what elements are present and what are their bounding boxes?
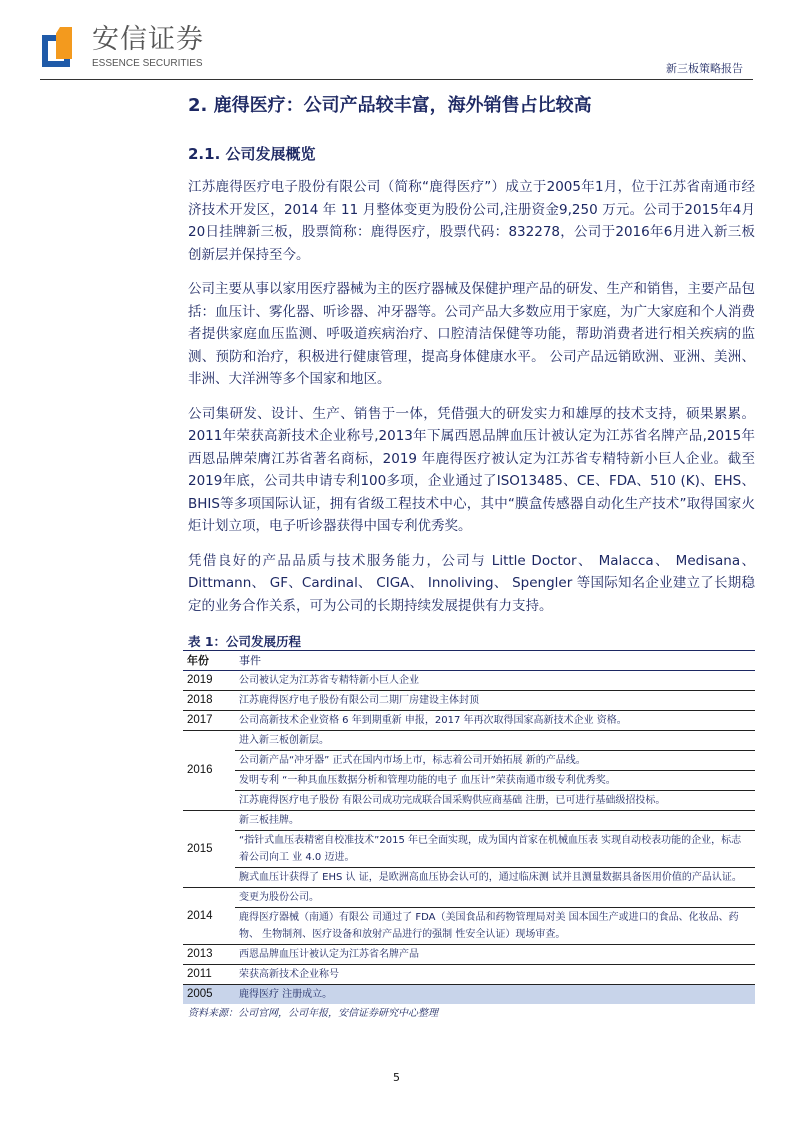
header-divider [40,79,753,80]
essence-logo-icon [42,27,76,67]
event-cell: 发明专利 “一种具血压数据分析和管理功能的电子 血压计”荣获南通市级专利优秀奖。 [235,771,755,791]
year-cell: 2017 [183,711,235,731]
event-cell: 江苏鹿得医疗电子股份有限公司二期厂房建设主体封顶 [235,691,755,711]
table-row [183,811,755,831]
event-cell: 腕式血压计获得了 EHS 认 证，是欧洲高血压协会认可的，通过临床测 试并且测量数据具备医用价值的产品认证。 [235,868,755,888]
page-number: 5 [393,1071,400,1084]
year-cell: 2019 [183,671,235,691]
table-row [183,945,755,965]
event-cell: 公司被认定为江苏省专精特新小巨人企业 [235,671,755,691]
event-cell: 鹿得医疗 注册成立。 [235,985,755,1005]
header-year: 年份 [183,651,235,671]
event-cell: 西恩品牌血压计被认定为江苏省名牌产品 [235,945,755,965]
year-cell: 2015 [183,811,235,888]
table-row [183,711,755,731]
history-table [183,650,755,1004]
table-row [183,671,755,691]
section-title: 2. 鹿得医疗：公司产品较丰富，海外销售占比较高 [188,95,592,116]
table-title: 表 1：公司发展历程 [188,634,302,649]
table-row [183,888,755,908]
event-cell: 江苏鹿得医疗电子股份 有限公司成功完成联合国采购供应商基础 注册，已可进行基础级招投标。 [235,791,755,811]
paragraph: 凭借良好的产品品质与技术服务能力，公司与 Little Doctor、 Malacca、 Medisana、Dittmann、 GF、Cardinal、 CIGA、 Innoliving、 Spengler 等国际知名企业建立了长期稳定的业务合作关系，可为公司的长期持续发展提供有力支持。 [188,552,755,614]
year-cell: 2005 [183,985,235,1005]
event-cell: 变更为股份公司。 [235,888,755,908]
main-content [188,82,755,1021]
table-header-row [183,651,755,671]
event-cell: 公司高新技术企业资格 6 年到期重新 申报，2017 年再次取得国家高新技术企业 资格。 [235,711,755,731]
table-row [183,965,755,985]
year-cell: 2011 [183,965,235,985]
year-cell: 2018 [183,691,235,711]
paragraph: 公司主要从事以家用医疗器械为主的医疗器械及保健护理产品的研发、生产和销售，主要产品包括：血压计、雾化器、听诊器、冲牙器等。公司产品大多数应用于家庭，为广大家庭和个人消费者提供家庭血压监测、呼吸道疾病治疗、口腔清洁保健等功能，帮助消费者进行相关疾病的监测、预防和治疗，积极进行健康管理，提高身体健康水平。 公司产品远销欧洲、亚洲、美洲、非洲、大洋洲等多个国家和地区。 [188,281,755,387]
table-source: 资料来源：公司官网，公司年报，安信证券研究中心整理 [188,1008,438,1019]
paragraph: 江苏鹿得医疗电子股份有限公司（简称“鹿得医疗”）成立于2005年1月，位于江苏省南通市经济技术开发区，2014 年 11 月整体变更为股份公司,注册资金9,250 万元。公司于2015年4月20日挂牌新三板，股票简称：鹿得医疗，股票代码：832278，公司于2016年6月进入新三板创新层并保持至今。 [188,179,755,263]
event-cell: 鹿得医疗器械（南通）有限公 司通过了 FDA（美国食品和药物管理局对美 国本国生产或进口的食品、化妆品、药物、 生物制剂、医疗设备和放射产品进行的强制 性安全认证）现场审查。 [235,908,755,945]
header-event: 事件 [235,651,755,671]
paragraph: 公司集研发、设计、生产、销售于一体，凭借强大的研发实力和雄厚的技术支持，硕果累累。2011年荣获高新技术企业称号,2013年下属西恩品牌血压计被认定为江苏省名牌产品,2015年西恩品牌荣膺江苏省著名商标，2019 年鹿得医疗被认定为江苏省专精特新小巨人企业。截至2019年底，公司共申请专利100多项，企业通过了ISO13485、CE、FDA、510 (K)、EHS、BHIS等多项国际认证，拥有省级工程技术中心，其中“膜盒传感器自动化生产技术”取得国家火炬计划立项，电子听诊器获得中国专利优秀奖。 [188,405,755,534]
page-header [0,0,793,82]
subsection-title: 2.1. 公司发展概览 [188,145,316,163]
event-cell: 公司新产品“冲牙器” 正式在国内市场上市，标志着公司开始拓展 新的产品线。 [235,751,755,771]
year-cell: 2016 [183,731,235,811]
year-cell: 2013 [183,945,235,965]
report-type: 新三板策略报告 [666,62,743,75]
table-row [183,731,755,751]
event-cell: 新三板挂牌。 [235,811,755,831]
table-row-highlighted [183,985,755,1005]
brand-name-en: ESSENCE SECURITIES [92,58,203,69]
table-row [183,691,755,711]
event-cell: 进入新三板创新层。 [235,731,755,751]
brand-name-cn: 安信证券 [92,24,204,55]
event-cell: “指针式血压表精密自校准技术”2015 年已全面实现，成为国内首家在机械血压表 实现自动校表功能的企业，标志着公司向工 业 4.0 迈进。 [235,831,755,868]
event-cell: 荣获高新技术企业称号 [235,965,755,985]
year-cell: 2014 [183,888,235,945]
